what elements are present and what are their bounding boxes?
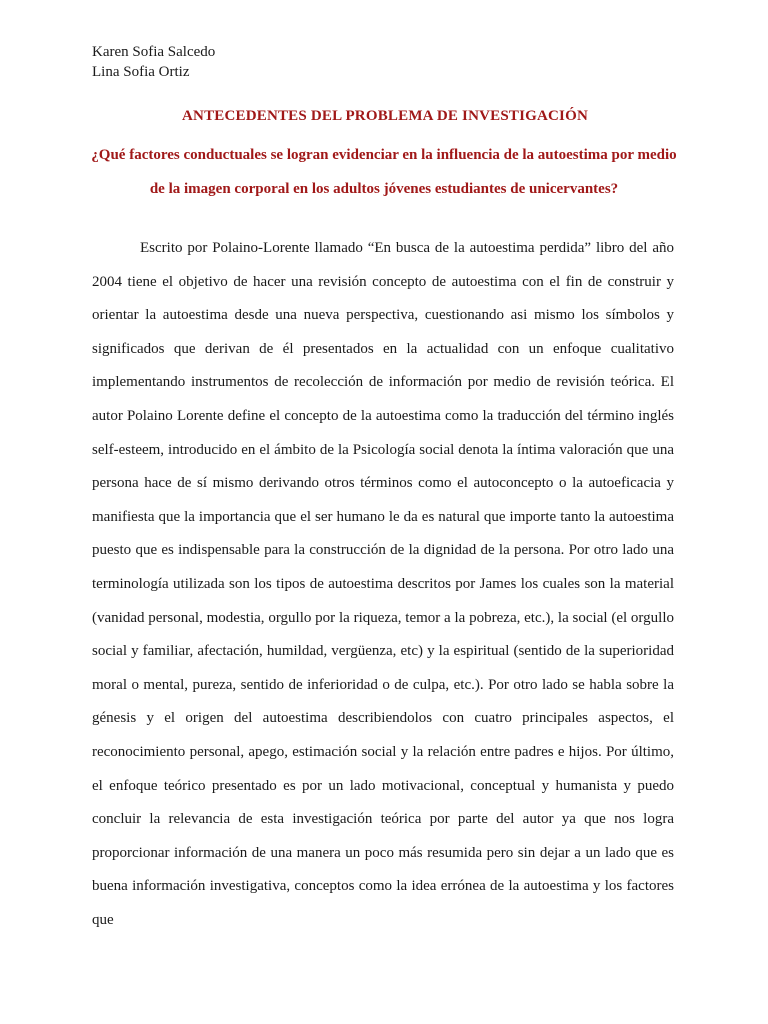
document-title: ANTECEDENTES DEL PROBLEMA DE INVESTIGACIÓN	[182, 108, 588, 124]
author-name: Karen Sofia Salcedo	[92, 44, 216, 60]
author-name: Lina Sofia Ortiz	[92, 64, 190, 80]
research-question: ¿Qué factores conductuales se logran evidenciar en la influencia de la autoestima por medio de la imagen corporal en los adultos jóvenes estudiantes de unicervantes?	[91, 147, 677, 197]
body-paragraph: Escrito por Polaino-Lorente llamado “En busca de la autoestima perdida” libro del año 2004 tiene el objetivo de hacer una revisión concepto de autoestima con el fin de construir y orientar la autoestima desde una nueva perspectiva, cuestionando asi mismo los símbolos y significados que derivan de él presentados en la actualidad con un enfoque cualitativo implementando instrumentos de recolección de información por medio de revisión teórica. El autor Polaino Lorente define el concepto de la autoestima como la traducción del término inglés self-esteem, introducido en el ámbito de la Psicología social denota la íntima valoración que una persona hace de sí mismo derivando otros términos como el autoconcepto o la autoeficacia y manifiesta que la importancia que el ser humano le da es natural que importe tanto la autoestima puesto que es indispensable para la construcción de la dignidad de la persona. Por otro lado una terminología utilizada son los tipos de autoestima descritos por James los cuales son la material (vanidad personal, modestia, orgullo por la riqueza, temor a la pobreza, etc.), la social (el orgullo social y familiar, afectación, humildad, vergüenza, etc) y la espiritual (sentido de la superioridad moral o mental, pureza, sentido de inferioridad o de culpa, etc.). Por otro lado se habla sobre la génesis y el origen del autoestima describiendolos con cuatro principales aspectos, el reconocimiento personal, apego, estimación social y la relación entre padres e hijos. Por último, el enfoque teórico presentado es por un lado motivacional, conceptual y humanista y puedo concluir la relevancia de esta investigación teórica por parte del autor ya que nos logra proporcionar información de una manera un poco más resumida pero sin dejar a un lado que es buena información investigativa, conceptos como la idea errónea de la autoestima y los factores que	[92, 240, 674, 928]
author-list	[92, 42, 215, 82]
